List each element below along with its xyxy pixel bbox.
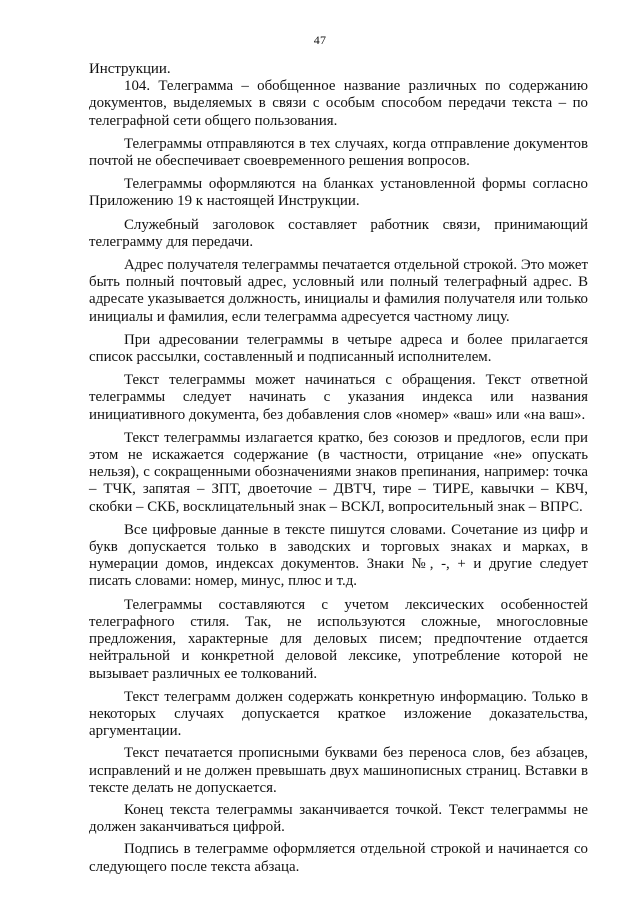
page-body — [89, 61, 588, 882]
paragraph-capital-letters: Текст печатается прописными буквами без переноса слов, без абзацев, исправлений и не должен превышать двух машинописных страниц. Вставки в тексте делать не допускается. — [89, 745, 588, 796]
paragraph-digits: Все цифровые данные в тексте пишутся словами. Сочетание из цифр и букв допускается только в заводских и торговых знаках и марках, в нумерации домов, индексах документов. Знаки №, -, + и другие следует писать словами: номер, минус, плюс и т.д. — [89, 521, 588, 590]
paragraph-forms: Телеграммы оформляются на бланках установленной формы согласно Приложению 19 к настоящей Инструкции. — [89, 176, 588, 210]
page-number: 47 — [313, 33, 327, 47]
paragraph-style: Телеграммы составляются с учетом лексических особенностей телеграфного стиля. Так, не используются сложные, многословные предложения, характерные для деловых писем; предпочтение отдается нейтральной и конкретной деловой лексике, употребление которой не вызывает различных ее толкований. — [89, 596, 588, 682]
paragraph-recipient-address: Адрес получателя телеграммы печатается отдельной строкой. Это может быть полный почтовый адрес, условный или полный телеграфный адрес. В адресате указывается должность, инициалы и фамилия получателя или только инициалы и фамилия, если телеграмма адресуется частному лицу. — [89, 257, 588, 325]
paragraph-continuation: Инструкции. — [89, 61, 171, 77]
paragraph-service-header: Служебный заголовок составляет работник связи, принимающий телеграмму для передачи. — [89, 216, 588, 250]
paragraph-ending: Конец текста телеграммы заканчивается точкой. Текст телеграммы не должен заканчиваться цифрой. — [89, 801, 588, 836]
paragraph-specific-info: Текст телеграмм должен содержать конкретную информацию. Только в некоторых случаях допускается краткое изложение доказательства, аргументации. — [89, 688, 588, 740]
paragraph-104-definition: 104. Телеграмма – обобщенное название различных по содержанию документов, выделяемых в связи с особым способом передачи текста – по телеграфной сети общего пользования. — [89, 78, 588, 129]
paragraph-punctuation: Текст телеграммы излагается кратко, без союзов и предлогов, если при этом не искажается содержание (в частности, отрицание «не» опускать нельзя), с сокращенными обозначениями знаков препинания, например: точка – ТЧК, запятая – ЗПТ, двоеточие – ДВТЧ, тире – ТИРЕ, кавычки – КВЧ, скобки – СКБ, восклицательный знак – ВСКЛ, вопросительный знак – ВПРС. — [89, 429, 588, 515]
paragraph-text-start: Текст телеграммы может начинаться с обращения. Текст ответной телеграммы следует начинать с указания индекса или названия инициативного документа, без добавления слов «номер» «ваш» или «на ваш». — [89, 372, 588, 423]
paragraph-when-sent: Телеграммы отправляются в тех случаях, когда отправление документов почтой не обеспечивает своевременного решения вопросов. — [89, 135, 588, 170]
paragraph-distribution-list: При адресовании телеграммы в четыре адреса и более прилагается список рассылки, составленный и подписанный исполнителем. — [89, 331, 588, 366]
paragraph-signature: Подпись в телеграмме оформляется отдельной строкой и начинается со следующего после текста абзаца. — [89, 841, 588, 875]
